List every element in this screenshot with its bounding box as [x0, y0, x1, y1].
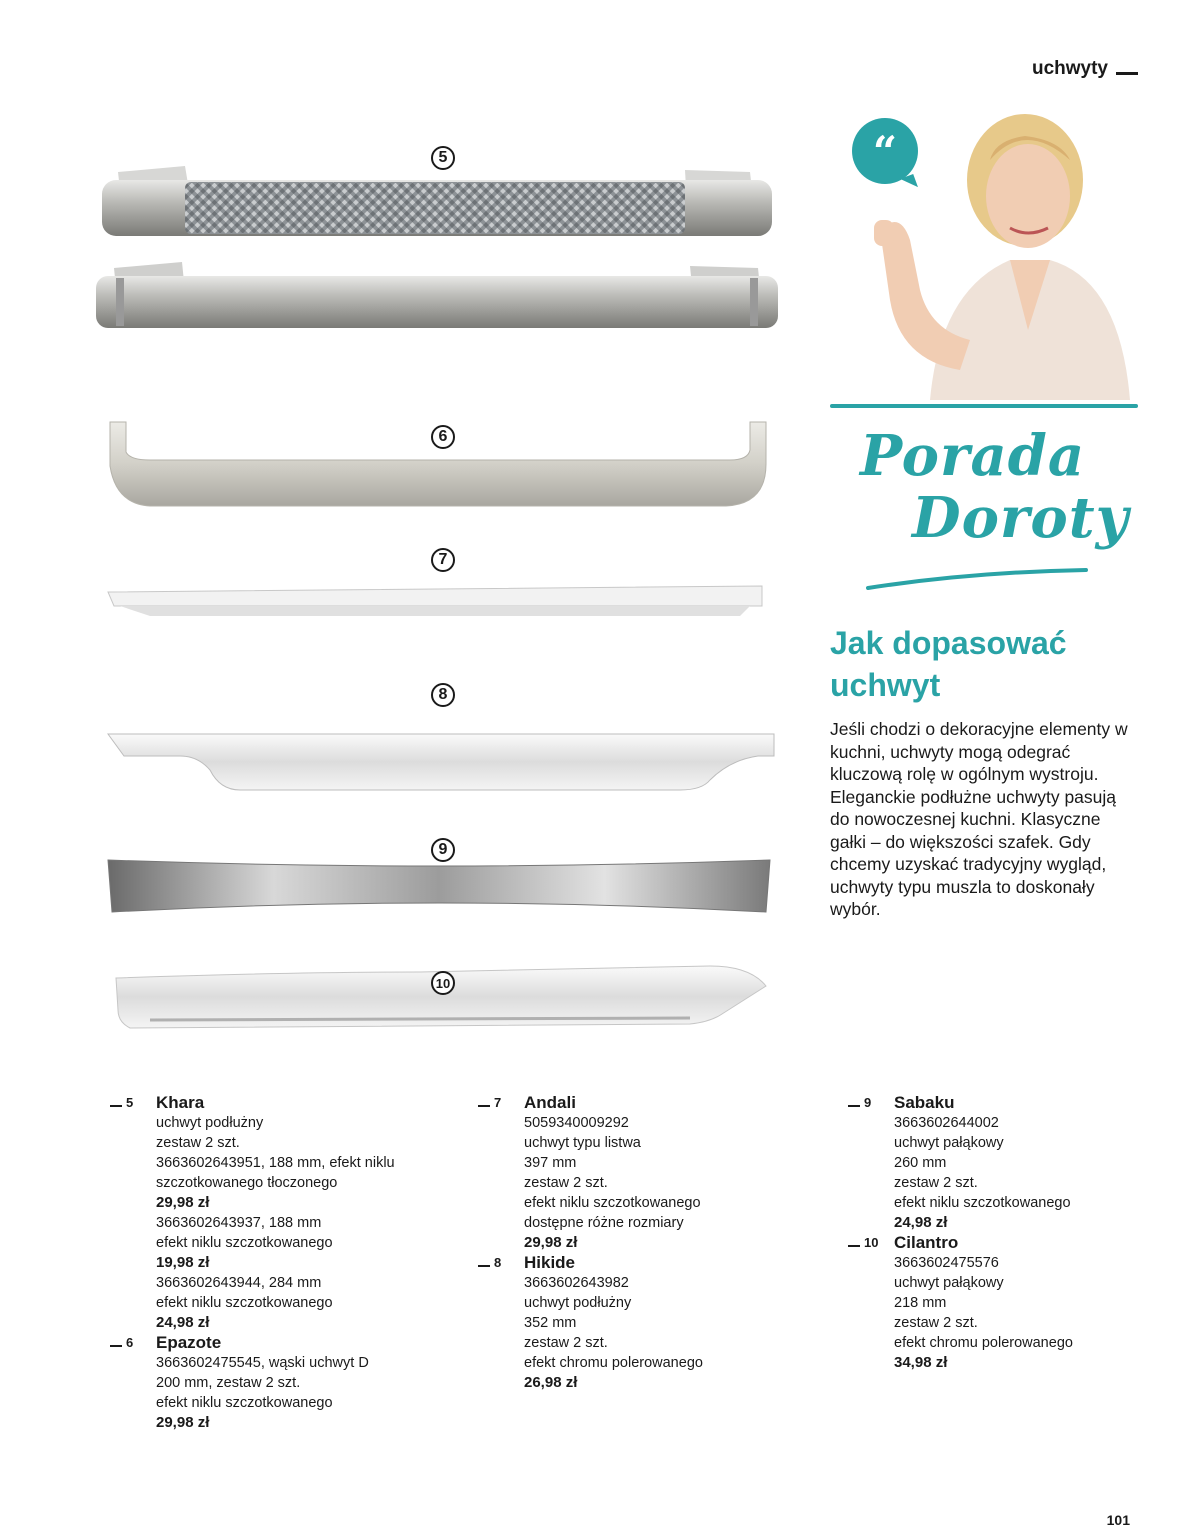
product-column-2 — [478, 1093, 788, 1393]
product-column-1 — [110, 1093, 440, 1433]
badge-7: 7 — [431, 548, 455, 572]
handle-khara-smooth — [96, 262, 778, 328]
badge-10: 10 — [431, 971, 455, 995]
section-label — [1032, 58, 1138, 80]
handle-andali — [108, 586, 762, 616]
product-column-3 — [848, 1093, 1148, 1373]
product-price: 19,98 zł — [156, 1254, 210, 1271]
product-name: Cilantro — [894, 1233, 959, 1252]
product-name: Sabaku — [894, 1093, 955, 1112]
product-marker: 10 — [848, 1233, 878, 1253]
tip-title: Jak dopasować uchwyt — [830, 625, 1067, 703]
product-hikide: 8 Hikide 3663602643982 uchwyt podłużny 352 mm zestaw 2 szt. efekt chromu polerowanego 26,98 zł — [478, 1253, 788, 1393]
product-price: 29,98 zł — [156, 1194, 210, 1211]
product-price: 29,98 zł — [156, 1414, 210, 1431]
expert-photo — [860, 100, 1140, 405]
handle-hikide — [108, 734, 774, 790]
section-dash — [1116, 72, 1138, 75]
handle-khara-knurled — [102, 166, 772, 236]
product-name: Khara — [156, 1093, 205, 1112]
product-name: Epazote — [156, 1333, 222, 1352]
product-marker: 5 — [110, 1093, 133, 1113]
brand-swash — [862, 562, 1092, 602]
product-price: 29,98 zł — [524, 1234, 578, 1251]
badge-8: 8 — [431, 683, 455, 707]
product-sabaku: 9 Sabaku 3663602644002 uchwyt pałąkowy 260 mm zestaw 2 szt. efekt niklu szczotkowanego 24,98 zł — [848, 1093, 1148, 1233]
page-number: 101 — [1106, 1512, 1130, 1528]
product-andali: 7 Andali 5059340009292 uchwyt typu listwa 397 mm zestaw 2 szt. efekt niklu szczotkowanego dostępne różne rozmiary 29,98 zł — [478, 1093, 788, 1253]
product-cilantro: 10 Cilantro 3663602475576 uchwyt pałąkowy 218 mm zestaw 2 szt. efekt chromu polerowanego 34,98 zł — [848, 1233, 1148, 1373]
tip-divider — [830, 404, 1138, 408]
product-price: 26,98 zł — [524, 1374, 578, 1391]
product-epazote: 6 Epazote 3663602475545, wąski uchwyt D 200 mm, zestaw 2 szt. efekt niklu szczotkowanego 29,98 zł — [110, 1333, 440, 1433]
handle-sabaku — [108, 860, 770, 912]
quote-icon: “ — [852, 118, 918, 184]
tip-brand-line1: Porada — [860, 423, 1086, 489]
badge-5: 5 — [431, 146, 455, 170]
product-marker: 7 — [478, 1093, 501, 1113]
product-images — [90, 160, 790, 1040]
product-name: Andali — [524, 1093, 576, 1112]
product-price: 24,98 zł — [894, 1214, 948, 1231]
product-price: 34,98 zł — [894, 1354, 948, 1371]
product-marker: 6 — [110, 1333, 133, 1353]
badge-9: 9 — [431, 838, 455, 862]
tip-brand — [860, 425, 1129, 549]
product-marker: 9 — [848, 1093, 871, 1113]
product-name: Hikide — [524, 1253, 576, 1272]
section-title: uchwyty — [1031, 58, 1108, 79]
tip-body: Jeśli chodzi o dekoracyjne elementy w kuchni, uchwyty mogą odegrać kluczową rolę w ogólnym wystroju. Eleganckie podłużne uchwyty pasują do nowoczesnej kuchni. Klasyczne gałki – do większości szafek. Gdy chcemy uzyskać tradycyjny wygląd, uchwyty typu muszla to doskonały wybór. — [830, 719, 1128, 919]
product-marker: 8 — [478, 1253, 501, 1273]
tip-brand-line2: Doroty — [912, 485, 1130, 551]
product-price: 24,98 zł — [156, 1314, 210, 1331]
badge-6: 6 — [431, 425, 455, 449]
product-khara: 5 Khara uchwyt podłużny zestaw 2 szt. 3663602643951, 188 mm, efekt niklu szczotkowanego tłoczonego 29,98 zł 3663602643937, 188 mm efekt niklu szczotkowanego 19,98 zł 3663602643944, 284 mm efekt niklu szczotkowanego 24,98 zł — [110, 1093, 440, 1333]
